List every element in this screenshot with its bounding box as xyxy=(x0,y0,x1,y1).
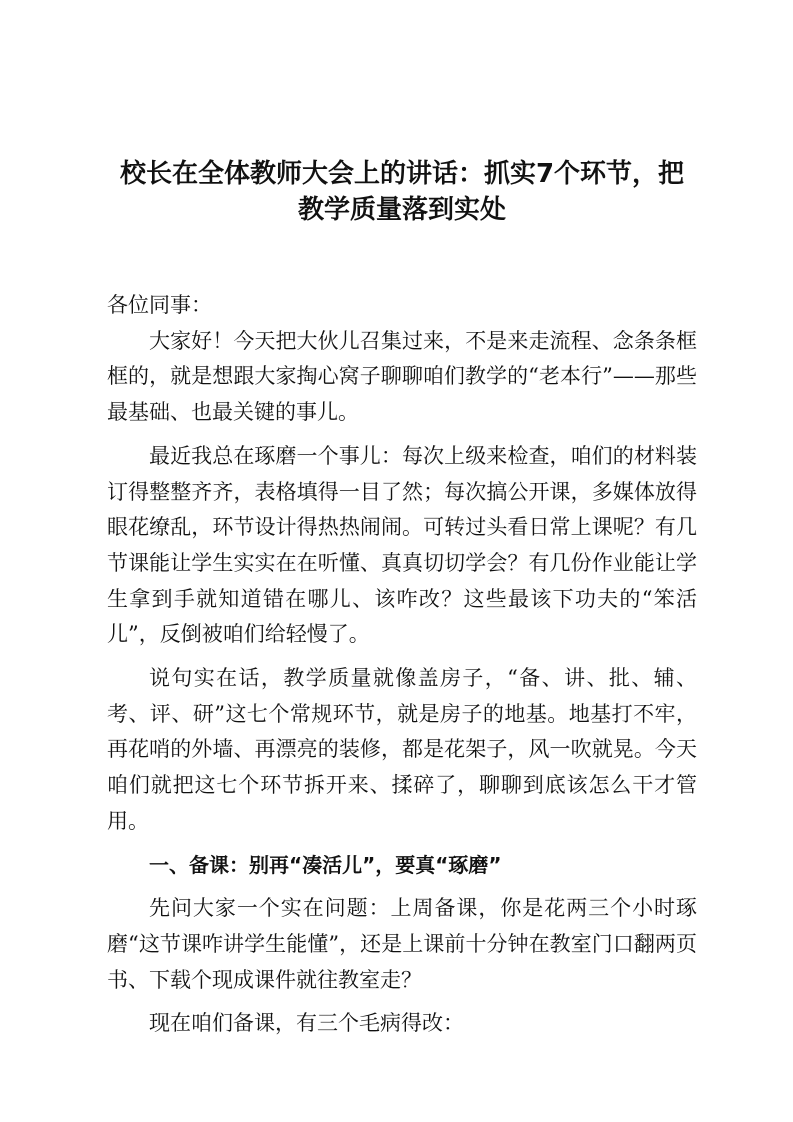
paragraph-three-problems: 现在咱们备课，有三个毛病得改： xyxy=(149,1011,464,1036)
paragraph-problem: 最近我总在琢磨一个事儿：每次上级来检查，咱们的材料装订得整整齐齐，表格填得一目了然；每次搞公开课，多媒体放得眼花缭乱，环节设计得热热闹闹。可转过头看日常上课呢？有几节课能让学生实实在在听懂、真真切切学会？有几份作业能让学生拿到手就知道错在哪儿、该咋改？这些最该下功夫的“笨活儿”，反倒被咱们给轻慢了。 xyxy=(107,443,697,647)
document-page xyxy=(107,156,697,1050)
paragraph-question: 先问大家一个实在问题：上周备课，你是花两三个小时琢磨“这节课咋讲学生能懂”，还是上课前十分钟在教室门口翻两页书、下载个现成课件就往教室走？ xyxy=(107,896,697,992)
paragraph-opening: 大家好！今天把大伙儿召集过来，不是来走流程、念条条框框的，就是想跟大家掏心窝子聊聊咱们教学的“老本行”——那些最基础、也最关键的事儿。 xyxy=(107,328,697,425)
paragraph-seven-links: 说句实在话，教学质量就像盖房子，“备、讲、批、辅、考、评、研”这七个常规环节，就是房子的地基。地基打不牢，再花哨的外墙、再漂亮的装修，都是花架子，风一吹就晃。今天咱们就把这七个环节拆开来、揉碎了，聊聊到底该怎么干才管用。 xyxy=(107,666,697,833)
document-title: 校长在全体教师大会上的讲话：抓实7个环节，把教学质量落到实处 xyxy=(119,159,685,225)
section-heading-lesson-prep: 一、备课：别再“凑活儿”，要真“琢磨” xyxy=(149,852,502,877)
greeting: 各位同事： xyxy=(107,293,212,317)
